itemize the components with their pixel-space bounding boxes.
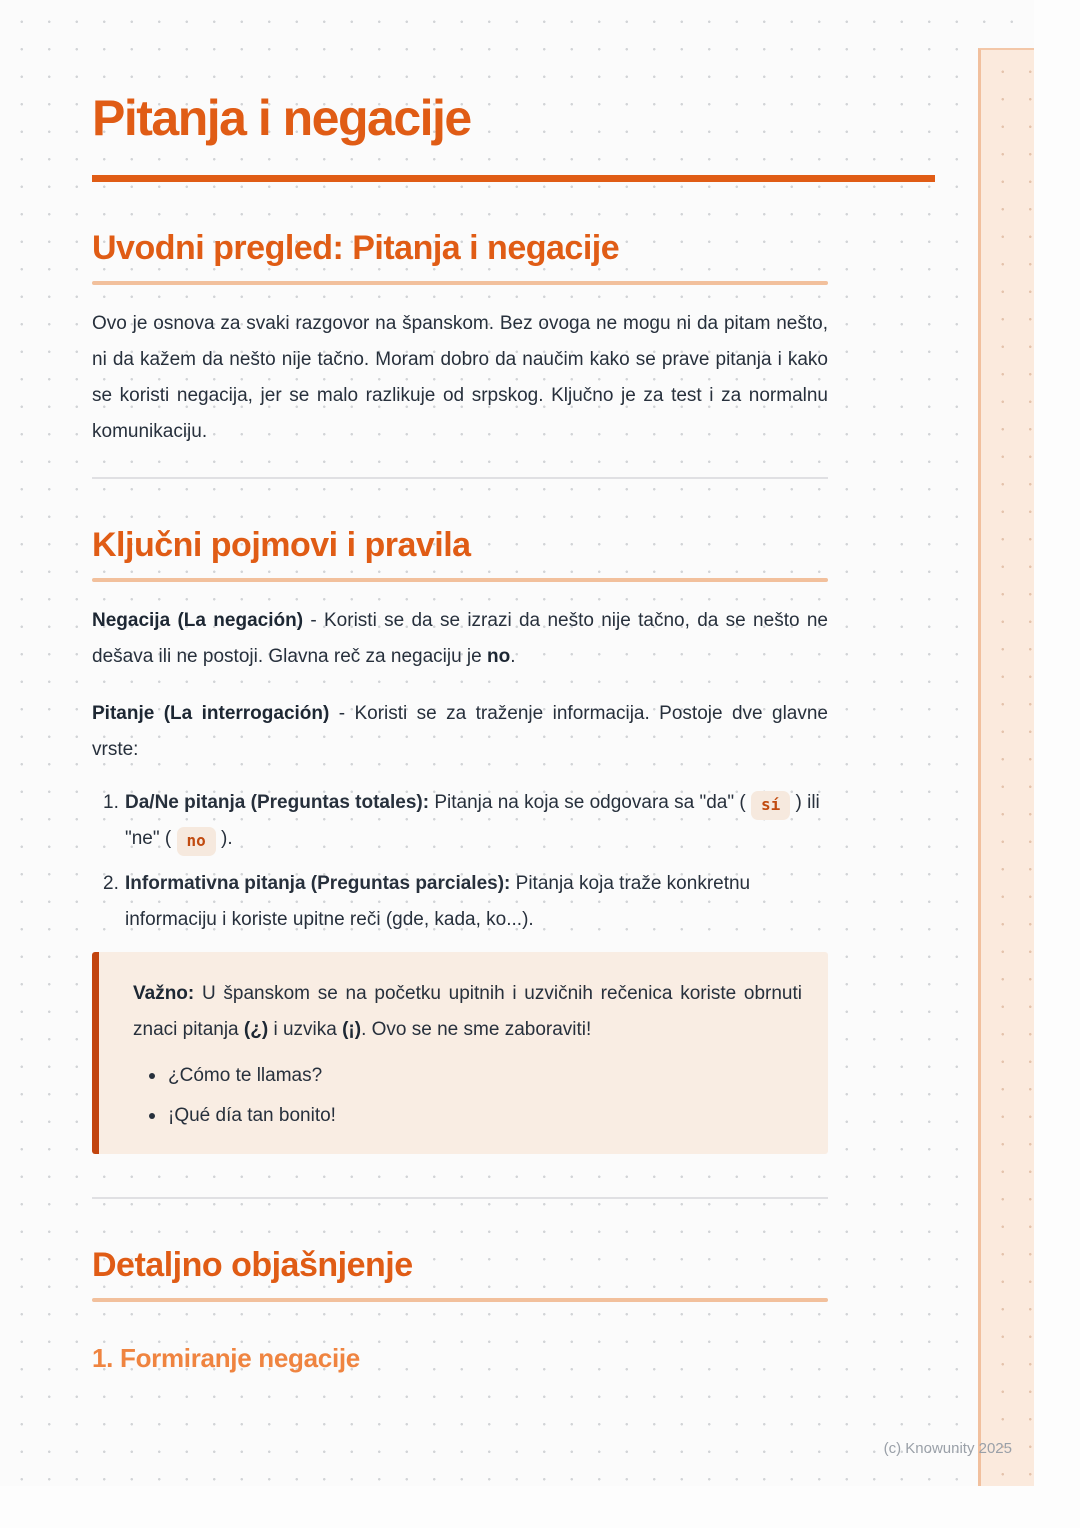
callout-lead: Važno: bbox=[133, 983, 195, 1004]
page-title: Pitanja i negacije bbox=[92, 90, 471, 146]
list-item bbox=[92, 785, 828, 857]
example-text: ¿Cómo te llamas? bbox=[168, 1065, 323, 1086]
subsection-heading: 1. Formiranje negacije bbox=[92, 1343, 360, 1373]
callout-paragraph bbox=[133, 976, 802, 1048]
list-item-text: ) ili "ne" ( bbox=[125, 792, 820, 849]
period: . bbox=[510, 646, 516, 667]
page-content bbox=[92, 0, 828, 1375]
code-chip-si: sí bbox=[751, 791, 790, 820]
list-item-number: 2. bbox=[103, 873, 119, 894]
intro-heading: Uvodni pregled: Pitanja i negacije bbox=[92, 229, 620, 267]
callout-examples bbox=[133, 1058, 802, 1134]
list-item-term: Informativna pitanja (Preguntas parciales): bbox=[125, 873, 511, 894]
detail-heading: Detaljno objašnjenje bbox=[92, 1246, 413, 1284]
callout-text: i uzvika bbox=[268, 1019, 343, 1040]
detail-heading-underline bbox=[92, 1298, 828, 1302]
list-item bbox=[92, 866, 828, 938]
list-item-term: Da/Ne pitanja (Preguntas totales): bbox=[125, 792, 430, 813]
example-item bbox=[133, 1058, 802, 1094]
list-item-text: Pitanja koja traže konkretnu informaciju i koriste upitne reči (gde, kada, ko...). bbox=[125, 873, 751, 930]
code-chip-no: no bbox=[177, 827, 216, 856]
bullet-dot bbox=[149, 1073, 155, 1079]
section-key-concepts bbox=[92, 525, 828, 1154]
title-rule bbox=[92, 175, 935, 182]
bullet-dot bbox=[149, 1113, 155, 1119]
callout-text: U španskom se na početku upitnih i uzvičnih rečenica koriste obrnuti znaci pitanja bbox=[133, 983, 802, 1040]
example-item bbox=[133, 1098, 802, 1134]
key-concepts-heading-underline bbox=[92, 578, 828, 582]
callout-text: . Ovo se ne sme zaboraviti! bbox=[361, 1019, 592, 1040]
list-item-body bbox=[125, 785, 828, 857]
section-divider bbox=[92, 477, 828, 479]
copyright-watermark: (c) Knowunity 2025 bbox=[883, 1440, 1012, 1457]
key-concepts-heading: Ključni pojmovi i pravila bbox=[92, 526, 471, 564]
negation-definition bbox=[92, 603, 828, 675]
list-item-text: ). bbox=[215, 828, 233, 849]
question-types-list bbox=[92, 785, 828, 938]
question-term: Pitanje (La interrogación) bbox=[92, 703, 330, 724]
example-text: ¡Qué día tan bonito! bbox=[168, 1105, 336, 1126]
list-item-text: Pitanja na koja se odgovara sa "da" ( bbox=[429, 792, 751, 813]
inverted-question-mark: (¿) bbox=[243, 1019, 269, 1040]
negation-keyword: no bbox=[487, 646, 511, 667]
negation-term: Negacija (La negación) bbox=[92, 610, 304, 631]
section-detailed-explanation bbox=[92, 1245, 828, 1375]
dash: - bbox=[329, 703, 355, 724]
list-item-body bbox=[125, 866, 828, 938]
question-definition bbox=[92, 696, 828, 768]
right-margin-stripe bbox=[978, 48, 1034, 1486]
inverted-exclamation-mark: (¡) bbox=[342, 1019, 362, 1040]
negation-definition-text: Koristi se da se izrazi da nešto nije tačno, da se nešto ne dešava ili ne postoji. Glavna reč za negaciju je bbox=[92, 610, 828, 667]
section-divider bbox=[92, 1197, 828, 1199]
intro-heading-underline bbox=[92, 281, 828, 285]
dash: - bbox=[303, 610, 324, 631]
intro-paragraph: Ovo je osnova za svaki razgovor na španskom. Bez ovoga ne mogu ni da pitam nešto, ni da kažem da nešto nije tačno. Moram dobro da naučim kako se prave pitanja i kako se koristi negacija, jer se malo razlikuje od srpskog. Ključno je za test i za normalnu komunikaciju. bbox=[92, 313, 828, 442]
section-intro bbox=[92, 228, 828, 450]
question-definition-text: Koristi se za traženje informacija. Postoje dve glavne vrste: bbox=[92, 703, 828, 760]
important-callout bbox=[92, 952, 828, 1154]
list-item-number: 1. bbox=[103, 792, 119, 813]
